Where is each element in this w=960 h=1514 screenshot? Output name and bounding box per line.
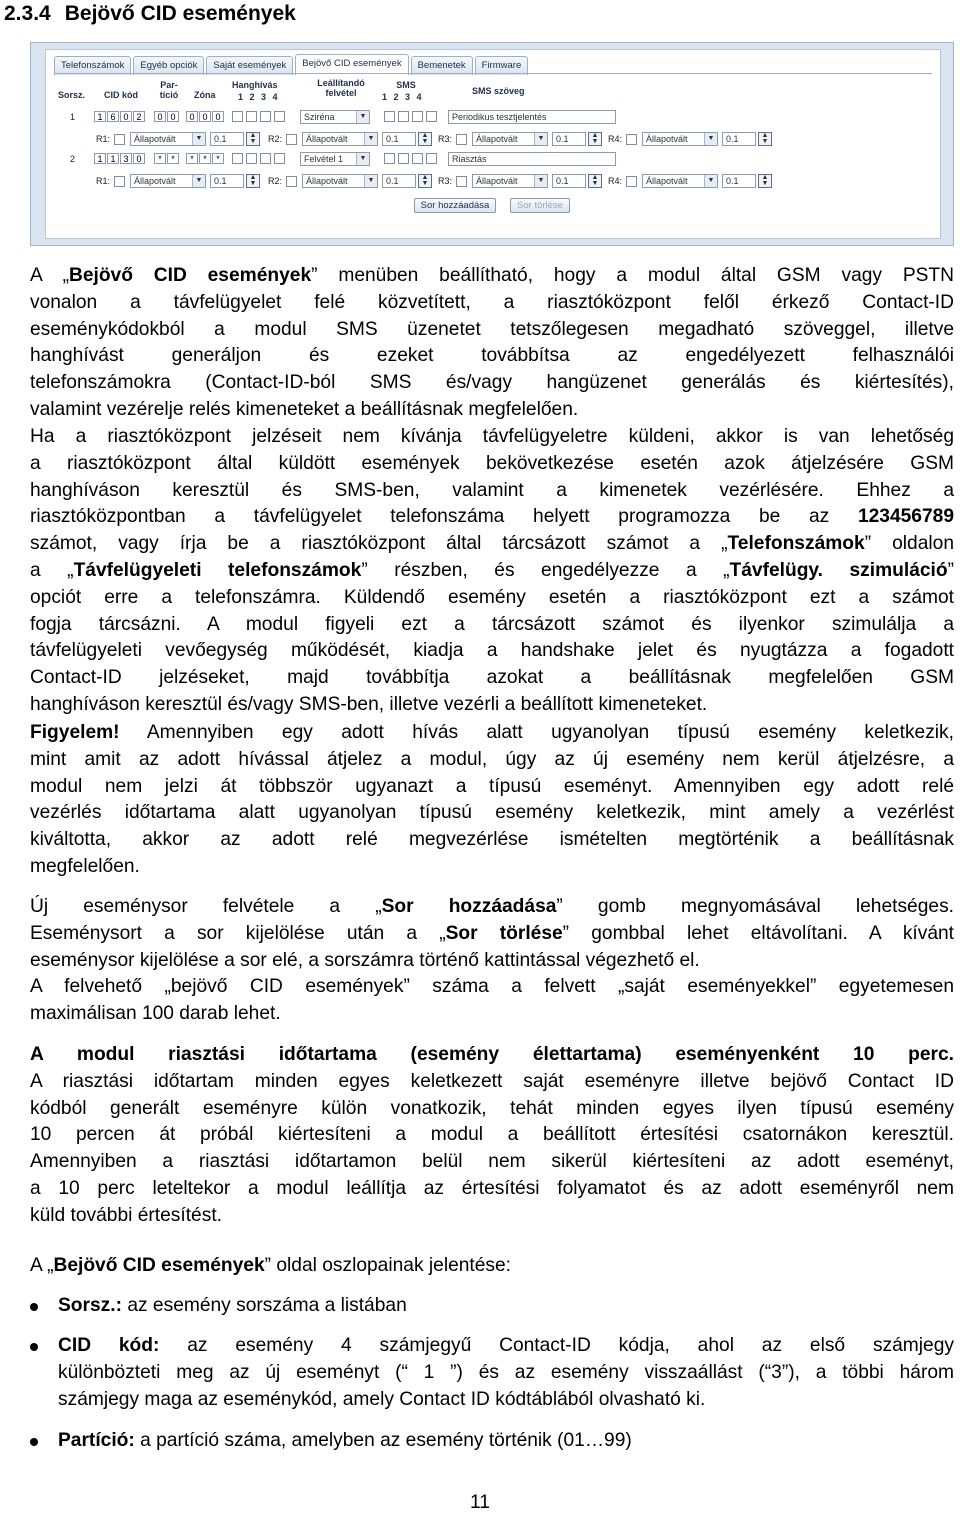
voice-call-checkbox[interactable] <box>260 111 271 122</box>
zone-digit[interactable]: 0 <box>212 111 224 122</box>
text: : <box>115 1295 128 1316</box>
chevron-down-icon: ▼ <box>192 133 205 145</box>
relay-checkbox[interactable] <box>114 134 125 145</box>
spinner-icon[interactable]: ▲ ▼ <box>588 132 602 146</box>
relay-label: R3: <box>438 176 453 186</box>
relay-mode-select[interactable] <box>130 174 206 188</box>
chevron-down-icon: ▼ <box>704 175 717 187</box>
bold-number: 123456789 <box>857 506 954 528</box>
cid-digit[interactable]: 0 <box>133 153 145 164</box>
tab-bemenetek[interactable]: Bemenetek <box>411 56 473 75</box>
bullet-sorsz <box>30 1293 954 1320</box>
text-line: megfelelően. <box>30 855 140 877</box>
relay-mode-value: Állapotvált <box>306 134 348 144</box>
bullet-term: Partíció: <box>58 1430 135 1451</box>
relay-time-input[interactable]: 0.1 <box>382 174 416 188</box>
text-line <box>30 263 954 290</box>
section-title: Bejövő CID események <box>64 2 296 25</box>
row-number[interactable]: 2 <box>70 154 76 164</box>
text-line: opciót erre a telefonszámra. Küldendő esemény esetén a riasztóközpont ezt a számot <box>30 586 954 608</box>
text-line: hanghívást generáljon és ezeket továbbítsa az engedélyezett felhasználói <box>30 345 954 367</box>
bullet-text <box>58 1333 954 1413</box>
text-line <box>30 720 954 747</box>
text: ” gombbal lehet eltávolítani. A kívánt <box>562 922 955 944</box>
text-line: A felvehető „bejövő CID események” száma a felvett „saját eseményekkel” egyetemesen <box>30 976 954 998</box>
text-line <box>30 921 954 948</box>
duration-heading: A modul riasztási időtartama (esemény élettartama) eseményenként 10 perc. <box>30 1044 954 1065</box>
chevron-down-icon: ▼ <box>364 133 377 145</box>
chevron-down-icon: ▼ <box>192 175 205 187</box>
text: Amennyiben egy adott hívás alatt ugyanolyan típusú esemény keletkezik, <box>119 722 954 743</box>
chevron-down-icon: ▼ <box>356 111 369 123</box>
voice-call-checkbox[interactable] <box>274 153 285 164</box>
text: A „ <box>30 265 69 286</box>
relay-time-input[interactable]: 0.1 <box>722 174 756 188</box>
text-line: kiváltotta, akkor az adott relé megvezérlése ismételten megtörténik a beállításnak <box>30 829 954 851</box>
section-number: 2.3.4 <box>4 2 51 25</box>
relay-checkbox[interactable] <box>286 176 297 187</box>
relay-checkbox[interactable] <box>286 134 297 145</box>
text-line: távfelügyeleti vevőegység működését, kiadja a handshake jelet és nyugtázza a fogadott <box>30 640 954 662</box>
tab-bejovo-cid[interactable]: Bejövő CID események <box>295 54 408 75</box>
spinner-icon[interactable]: ▲ ▼ <box>588 174 602 188</box>
bullet-text <box>58 1293 954 1320</box>
add-row-button[interactable]: Sor hozzáadása <box>414 198 496 213</box>
relay-mode-select[interactable] <box>642 174 718 188</box>
app-screenshot <box>30 42 954 246</box>
spinner-icon[interactable]: ▲ ▼ <box>758 132 772 146</box>
sms-checkbox[interactable] <box>398 153 409 164</box>
bold-term: Távfelügyeleti telefonszámok <box>73 559 362 581</box>
voice-call-checkbox[interactable] <box>260 153 271 164</box>
relay-time-input[interactable]: 0.1 <box>382 132 416 146</box>
text: riasztóközpontban a távfelügyelet telefonszáma helyett programozza be az <box>30 506 858 528</box>
text: az esemény sorszáma a listában <box>127 1295 407 1316</box>
text-line: Contact-ID jelzéseket, majd továbbítja azokat a beállításnak megfelelően GSM <box>30 667 954 689</box>
relay-checkbox[interactable] <box>456 134 467 145</box>
relay-label: R2: <box>268 176 283 186</box>
text-line <box>58 1333 954 1360</box>
text: számot, vagy írja be a riasztóközpont által tárcsázott számot a „ <box>30 533 728 555</box>
bullet-particio <box>30 1428 954 1455</box>
sms-checkbox[interactable] <box>384 153 395 164</box>
row-number[interactable]: 1 <box>70 112 76 122</box>
bullet-cid <box>30 1333 954 1414</box>
text: a partíció száma, amelyben az esemény történik (01…99) <box>134 1430 632 1451</box>
relay-mode-select[interactable] <box>302 132 378 146</box>
warning-label: Figyelem! <box>30 722 120 743</box>
relay-label: R3: <box>438 134 453 144</box>
spinner-icon[interactable]: ▲ ▼ <box>246 132 260 146</box>
text-line: hanghíváson keresztül és/vagy SMS-ben, illetve vezérli a beállított kimeneteket. <box>30 693 708 715</box>
bullet-icon <box>30 1438 38 1446</box>
relay-label: R4: <box>608 134 623 144</box>
chevron-down-icon: ▼ <box>704 133 717 145</box>
relay-label: R2: <box>268 134 283 144</box>
text-line: számjegy maga az eseménykód, amely Contact ID kódtáblából olvasható ki. <box>58 1388 706 1410</box>
sms-checkbox[interactable] <box>426 153 437 164</box>
bullet-icon <box>30 1343 38 1351</box>
header-hanghivas-nums: 1 2 3 4 <box>238 92 278 102</box>
text: A „ <box>30 1255 54 1276</box>
relay-label: R1: <box>96 134 111 144</box>
voice-call-checkbox[interactable] <box>246 153 257 164</box>
voice-call-checkbox[interactable] <box>232 153 243 164</box>
sms-checkbox[interactable] <box>412 153 423 164</box>
voice-call-checkbox[interactable] <box>246 111 257 122</box>
bold-term: Telefonszámok <box>727 533 865 555</box>
relay-mode-select[interactable] <box>302 174 378 188</box>
text: ” gomb megnyomásával lehetséges. <box>556 896 954 917</box>
relay-checkbox[interactable] <box>114 176 125 187</box>
text: ” oldal oszlopainak jelentése: <box>264 1255 512 1276</box>
spinner-icon[interactable]: ▲ ▼ <box>418 132 432 146</box>
text-line: maximálisan 100 darab lehet. <box>30 1003 281 1025</box>
bullet-icon <box>30 1303 38 1311</box>
tab-sajat-esemenyek[interactable]: Saját események <box>206 56 293 75</box>
paragraph-duration <box>30 1042 954 1230</box>
section-heading <box>4 2 296 26</box>
text-line: Ha a riasztóközpont jelzéseit nem kívánja távfelügyeletre küldeni, akkor is van lehetőség <box>30 426 954 447</box>
sms-text-input[interactable]: Periodikus tesztjelentés <box>448 110 616 124</box>
bullet-text <box>58 1428 954 1455</box>
app-window <box>45 49 941 239</box>
cid-digit[interactable]: 1 <box>94 111 106 122</box>
partition-digit[interactable]: 0 <box>154 111 166 122</box>
tab-bar <box>54 56 528 74</box>
text-line <box>30 894 954 921</box>
text-line: a riasztóközpont által küldött események bekövetkezése esetén azok átjelzésére GSM <box>30 452 954 474</box>
text-line <box>30 558 954 585</box>
chevron-down-icon: ▼ <box>356 153 369 165</box>
text-line: telefonszámokra (Contact-ID-ból SMS és/vagy hangüzenet generálás és kiértesítés), <box>30 372 954 394</box>
text-line: vonalon a távfelügyelet felé közvetített, a riasztóközpont felől érkező Contact-ID <box>30 291 954 313</box>
text-line: fogja tárcsázni. A modul figyeli ezt a tárcsázott számot és ilyenkor szimulálja a <box>30 613 954 635</box>
relay-time-input[interactable]: 0.1 <box>210 174 244 188</box>
paragraph-simulation <box>30 424 954 719</box>
page-number: 11 <box>470 1492 490 1513</box>
relay-checkbox[interactable] <box>626 134 637 145</box>
paragraph-columns-intro <box>30 1253 954 1280</box>
bullet-term: CID kód: <box>58 1335 160 1356</box>
relay-mode-value: Állapotvált <box>306 176 348 186</box>
chevron-down-icon: ▼ <box>364 175 377 187</box>
zone-digit[interactable]: * <box>186 153 198 164</box>
zone-digit[interactable]: * <box>212 153 224 164</box>
cid-digit[interactable]: 0 <box>120 111 132 122</box>
zone-digit[interactable]: * <box>199 153 211 164</box>
text: ” <box>947 559 954 581</box>
cid-digit[interactable]: 1 <box>94 153 106 164</box>
cid-digit[interactable]: 6 <box>107 111 119 122</box>
voice-call-checkbox[interactable] <box>232 111 243 122</box>
recording-select-value: Felvétel 1 <box>304 154 344 164</box>
relay-mode-value: Állapotvált <box>134 176 176 186</box>
text-line: valamint vezérelje relés kimeneteket a beállításnak megfelelően. <box>30 398 579 420</box>
text: a „ <box>30 559 74 581</box>
zone-digit[interactable]: 0 <box>199 111 211 122</box>
text-line <box>30 1253 954 1280</box>
text-line: Amennyiben a riasztási időtartamon belül nem sikerül kiértesíteni az adott eseményt, <box>30 1151 954 1173</box>
text: ” részben, és engedélyezze a „ <box>361 559 730 581</box>
text-line: különbözteti meg az új eseményt (“ 1 ”) és az esemény visszaállást (“3”), a többi három <box>58 1361 954 1383</box>
partition-digit[interactable]: * <box>154 153 166 164</box>
header-zona: Zóna <box>194 90 216 100</box>
text-line: eseménysor kijelölése a sor elé, a sorszámra történő kattintással végezhető el. <box>30 949 700 971</box>
relay-mode-select[interactable] <box>130 132 206 146</box>
text-line: hanghíváson keresztül és SMS-ben, valamint a kimenetek vezérlésére. Ehhez a <box>30 479 954 501</box>
partition-digit[interactable]: 0 <box>167 111 179 122</box>
sms-text-input[interactable]: Riasztás <box>448 152 616 166</box>
relay-time-input[interactable]: 0.1 <box>552 174 586 188</box>
bold-term: Bejövő CID események <box>53 1255 265 1276</box>
relay-mode-select[interactable] <box>642 132 718 146</box>
bold-term: Bejövő CID események <box>68 265 312 286</box>
tab-egyeb-opciok[interactable]: Egyéb opciók <box>133 56 204 75</box>
relay-mode-value: Állapotvált <box>646 134 688 144</box>
text: ” oldalon <box>864 533 954 555</box>
relay-mode-value: Állapotvált <box>476 176 518 186</box>
text: Eseménysort a sor kijelölése után a „ <box>30 922 446 944</box>
voice-call-checkbox[interactable] <box>274 111 285 122</box>
text-line: modul nem jelzi át többször ugyanazt a típusú eseményt. Amennyiben egy adott relé <box>30 775 954 797</box>
recording-select-value: Sziréna <box>304 112 335 122</box>
relay-mode-select[interactable] <box>472 132 548 146</box>
tab-divider <box>54 73 932 74</box>
recording-select[interactable] <box>300 110 370 124</box>
relay-checkbox[interactable] <box>626 176 637 187</box>
text-line: 10 percen át próbál kiértesíteni a modul a beállított értesítési csatornákon keresztül. <box>30 1124 954 1146</box>
text-line: küld további értesítést. <box>30 1204 222 1226</box>
paragraph-rows <box>30 894 954 1028</box>
bold-term: Sor hozzáadása <box>381 896 557 917</box>
sms-checkbox[interactable] <box>426 111 437 122</box>
sms-checkbox[interactable] <box>398 111 409 122</box>
header-leallitando: Leállítandó felvétel <box>317 78 365 98</box>
header-sorsz: Sorsz. <box>58 90 86 100</box>
relay-mode-value: Állapotvált <box>646 176 688 186</box>
header-sms-nums: 1 2 3 4 <box>382 92 422 102</box>
cid-digit[interactable]: 1 <box>107 153 119 164</box>
header-particio: Par- tíció <box>159 80 179 100</box>
header-sms-szoveg: SMS szöveg <box>472 86 525 96</box>
cid-digit[interactable]: 3 <box>120 153 132 164</box>
tab-firmware[interactable]: Firmware <box>475 56 529 75</box>
relay-time-input[interactable]: 0.1 <box>210 132 244 146</box>
text-line: eseménykódokból a modul SMS üzenetet tetszőlegesen megadható szöveggel, illetve <box>30 318 954 340</box>
relay-label: R1: <box>96 176 111 186</box>
relay-mode-value: Állapotvált <box>476 134 518 144</box>
relay-label: R4: <box>608 176 623 186</box>
text-line: kódból generált eseményre külön vonatkozik, tehát minden egyes ilyen típusú esemény <box>30 1097 954 1119</box>
chevron-down-icon: ▼ <box>534 133 547 145</box>
cid-digit[interactable]: 2 <box>133 111 145 122</box>
sms-checkbox[interactable] <box>384 111 395 122</box>
text-line <box>30 504 954 531</box>
text-line: vezérlés időtartama alatt ugyanolyan típusú esemény keletkezik, mint amely a vezérlést <box>30 802 954 824</box>
text: ” menüben beállítható, hogy a modul által GSM vagy PSTN <box>311 265 955 286</box>
chevron-down-icon: ▼ <box>534 175 547 187</box>
relay-mode-select[interactable] <box>472 174 548 188</box>
header-hanghivas: Hanghívás <box>232 80 278 90</box>
relay-checkbox[interactable] <box>456 176 467 187</box>
header-cid: CID kód <box>104 90 139 100</box>
relay-mode-value: Állapotvált <box>134 134 176 144</box>
text-line <box>30 531 954 558</box>
tab-telefonszamok[interactable]: Telefonszámok <box>54 56 131 75</box>
relay-time-input[interactable]: 0.1 <box>722 132 756 146</box>
bullet-term: Sorsz. <box>58 1295 116 1316</box>
bold-term: Távfelügy. szimuláció <box>729 559 948 581</box>
text-line: A riasztási időtartam minden egyes keletkezett saját eseményre illetve bejövő Contact ID <box>30 1070 954 1092</box>
paragraph-warning <box>30 720 954 881</box>
spinner-icon[interactable]: ▲ ▼ <box>418 174 432 188</box>
zone-digit[interactable]: 0 <box>186 111 198 122</box>
bold-term: Sor törlése <box>445 922 563 944</box>
delete-row-button[interactable]: Sor törlése <box>510 198 570 213</box>
text: Új eseménysor felvétele a „ <box>30 896 382 917</box>
text-line: a 10 perc leteltekor a modul leállítja az értesítési folyamatot és az adott eseményről nem <box>30 1177 954 1199</box>
relay-time-input[interactable]: 0.1 <box>552 132 586 146</box>
sms-checkbox[interactable] <box>412 111 423 122</box>
partition-digit[interactable]: * <box>167 153 179 164</box>
spinner-icon[interactable]: ▲ ▼ <box>758 174 772 188</box>
header-sms: SMS <box>396 80 416 90</box>
recording-select[interactable] <box>300 152 370 166</box>
text: az esemény 4 számjegyű Contact-ID kódja, ahol az első számjegy <box>159 1335 954 1356</box>
spinner-icon[interactable]: ▲ ▼ <box>246 174 260 188</box>
text-line: mint amit az adott hívással átjelez a modul, úgy az új esemény nem kerül átjelzésre, a <box>30 748 954 770</box>
paragraph-intro <box>30 263 954 424</box>
